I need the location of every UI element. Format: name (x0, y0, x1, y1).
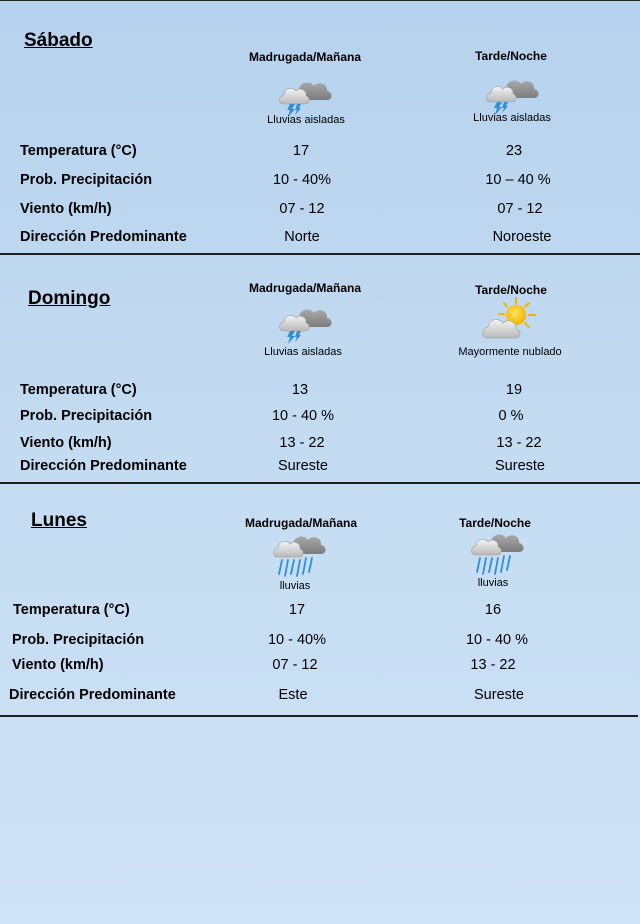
value-wind-morning: 07 - 12 (272, 657, 318, 673)
value-precipitation-afternoon: 0 % (498, 408, 524, 424)
period-desc-afternoon: Lluvias aisladas (473, 112, 551, 124)
value-direction-morning: Este (278, 687, 308, 703)
day-title: Lunes (31, 510, 87, 531)
period-label-morning: Madrugada/Mañana (248, 281, 362, 295)
value-temperature-afternoon: 23 (505, 143, 523, 159)
value-direction-afternoon: Noroeste (492, 229, 552, 245)
label-temperature: Temperatura (°C) (20, 143, 137, 159)
value-direction-afternoon: Sureste (474, 687, 524, 703)
value-temperature-morning: 17 (292, 143, 310, 159)
period-desc-morning: lluvias (279, 580, 311, 592)
value-precipitation-afternoon: 10 - 40 % (465, 632, 529, 648)
label-precipitation: Prob. Precipitación (12, 632, 145, 648)
day-title: Domingo (28, 288, 111, 309)
label-wind: Viento (km/h) (20, 435, 112, 451)
value-direction-morning: Norte (284, 229, 320, 245)
storm-cloud-icon (276, 297, 336, 347)
period-label-afternoon: Tarde/Noche (475, 283, 547, 297)
day-title: Sábado (24, 30, 93, 51)
period-label-afternoon: Tarde/Noche (459, 516, 531, 530)
value-precipitation-afternoon: 10 – 40 % (485, 172, 551, 188)
label-wind: Viento (km/h) (20, 201, 112, 217)
label-direction: Dirección Predominante (20, 229, 187, 245)
label-precipitation: Prob. Precipitación (20, 408, 153, 424)
label-wind: Viento (km/h) (12, 657, 104, 673)
section-divider (0, 715, 638, 717)
value-wind-afternoon: 13 - 22 (496, 435, 542, 451)
value-temperature-afternoon: 19 (505, 382, 523, 398)
storm-cloud-icon (483, 68, 543, 118)
period-label-morning: Madrugada/Mañana (248, 50, 362, 64)
period-label-morning: Madrugada/Mañana (244, 516, 358, 530)
value-temperature-morning: 13 (291, 382, 309, 398)
value-wind-morning: 13 - 22 (279, 435, 325, 451)
storm-cloud-icon (276, 70, 336, 120)
value-precipitation-morning: 10 - 40 % (271, 408, 335, 424)
value-temperature-morning: 17 (288, 602, 306, 618)
rain-cloud-icon (270, 530, 330, 580)
label-temperature: Temperatura (°C) (13, 602, 130, 618)
sun-cloud-icon (480, 296, 540, 346)
value-wind-afternoon: 13 - 22 (470, 657, 516, 673)
top-border (0, 0, 640, 1)
value-wind-morning: 07 - 12 (279, 201, 325, 217)
label-direction: Dirección Predominante (20, 458, 187, 474)
section-divider (0, 253, 640, 255)
period-desc-morning: Lluvias aisladas (267, 114, 345, 126)
value-temperature-afternoon: 16 (484, 602, 502, 618)
value-direction-morning: Sureste (278, 458, 328, 474)
period-label-afternoon: Tarde/Noche (475, 49, 547, 63)
section-divider (0, 482, 640, 484)
period-desc-morning: Lluvias aisladas (264, 346, 342, 358)
rain-cloud-icon (468, 528, 528, 578)
value-precipitation-morning: 10 - 40% (272, 172, 332, 188)
label-direction: Dirección Predominante (9, 687, 176, 703)
label-precipitation: Prob. Precipitación (20, 172, 153, 188)
value-direction-afternoon: Sureste (495, 458, 545, 474)
label-temperature: Temperatura (°C) (20, 382, 137, 398)
period-desc-afternoon: Mayormente nublado (458, 346, 562, 358)
period-desc-afternoon: lluvias (477, 577, 509, 589)
value-precipitation-morning: 10 - 40% (267, 632, 327, 648)
value-wind-afternoon: 07 - 12 (497, 201, 543, 217)
